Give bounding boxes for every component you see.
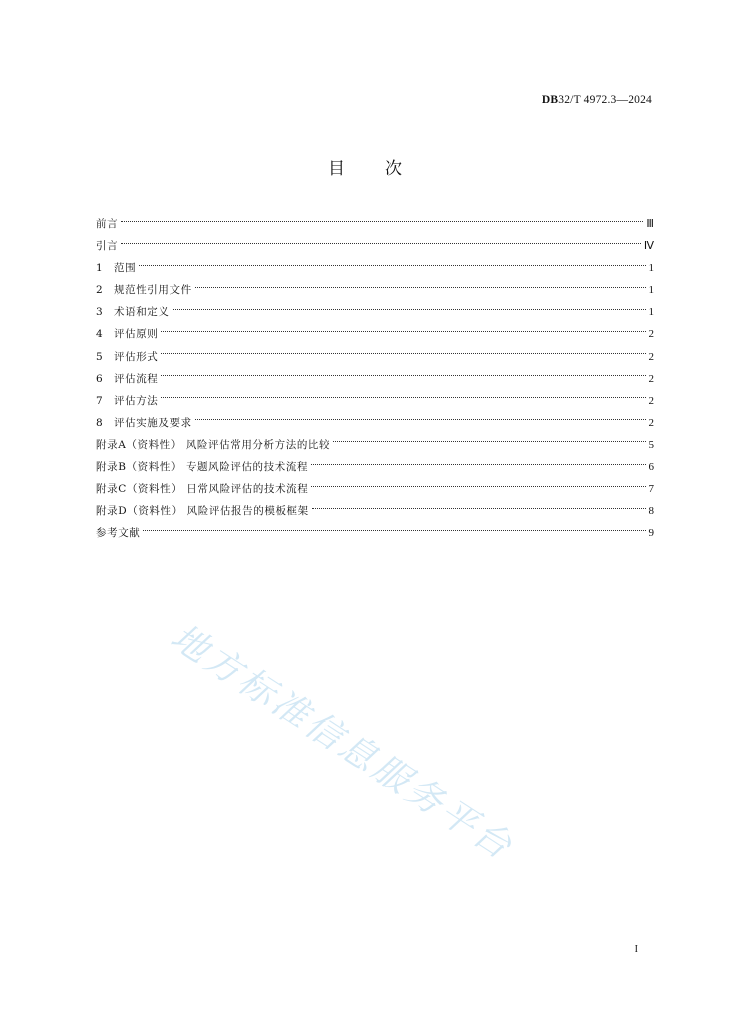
toc-leader-dots [143, 530, 645, 531]
toc-leader-dots [195, 419, 646, 420]
toc-entry-label: 评估方法 [114, 394, 159, 407]
toc-entry-assessment-process[interactable] [96, 368, 654, 390]
toc-entry-page: 2 [648, 372, 654, 385]
toc-leader-dots [173, 309, 646, 310]
toc-entry-assessment-methods[interactable] [96, 390, 654, 412]
toc-entry-number: 2 [96, 284, 103, 297]
toc-leader-dots [161, 353, 645, 354]
toc-entry-page: Ⅳ [643, 240, 654, 253]
toc-entry-label: 附录B（资料性） 专题风险评估的技术流程 [96, 461, 309, 474]
toc-entry-number: 5 [96, 350, 103, 363]
toc-entry-page: 6 [648, 461, 654, 474]
toc-entry-appendix-b[interactable] [96, 456, 654, 478]
toc-entry-bibliography[interactable] [96, 522, 654, 544]
toc-entry-page: 2 [648, 394, 654, 407]
document-code-prefix: DB [541, 94, 559, 106]
toc-leader-dots [312, 508, 646, 509]
table-of-contents [96, 213, 654, 544]
toc-entry-scope[interactable] [96, 257, 654, 279]
toc-entry-assessment-principles[interactable] [96, 323, 654, 345]
toc-leader-dots [311, 486, 645, 487]
toc-leader-dots [195, 287, 646, 288]
toc-leader-dots [121, 221, 643, 222]
toc-entry-terms-definitions[interactable] [96, 301, 654, 323]
toc-entry-label: 参考文献 [96, 527, 141, 540]
toc-leader-dots [121, 243, 641, 244]
toc-entry-number: 1 [96, 262, 103, 275]
toc-entry-page: 1 [648, 306, 654, 319]
toc-entry-number: 6 [96, 372, 103, 385]
toc-leader-dots [161, 331, 645, 332]
toc-entry-label: 附录A（资料性） 风险评估常用分析方法的比较 [96, 438, 331, 451]
toc-entry-label: 引言 [96, 240, 119, 253]
toc-title: 目次 [328, 159, 442, 179]
toc-entry-appendix-c[interactable] [96, 478, 654, 500]
toc-entry-page: 2 [648, 350, 654, 363]
toc-entry-label: 评估实施及要求 [114, 416, 192, 429]
toc-entry-label: 附录C（资料性） 日常风险评估的技术流程 [96, 483, 309, 496]
toc-entry-number: 7 [96, 394, 103, 407]
toc-leader-dots [161, 397, 645, 398]
toc-entry-page: 1 [648, 262, 654, 275]
toc-entry-label: 评估形式 [114, 350, 159, 363]
toc-leader-dots [161, 375, 645, 376]
toc-entry-number: 3 [96, 306, 103, 319]
toc-entry-page: 7 [648, 483, 654, 496]
toc-entry-page: Ⅲ [646, 218, 654, 230]
toc-entry-foreword[interactable] [96, 213, 654, 235]
toc-entry-label: 规范性引用文件 [114, 284, 192, 297]
toc-leader-dots [333, 441, 645, 442]
toc-entry-page: 2 [648, 416, 654, 429]
toc-entry-page: 1 [648, 284, 654, 297]
toc-leader-dots [311, 464, 645, 465]
toc-entry-appendix-a[interactable] [96, 434, 654, 456]
toc-leader-dots [139, 265, 645, 266]
toc-entry-number: 4 [96, 328, 103, 341]
toc-entry-label: 术语和定义 [114, 306, 170, 319]
page-number: I [634, 944, 638, 955]
watermark: 地方标准信息服务平台 [163, 616, 522, 869]
toc-entry-label: 前言 [96, 218, 119, 230]
toc-entry-label: 范围 [114, 262, 137, 275]
document-code [542, 94, 652, 106]
toc-entry-page: 8 [648, 505, 654, 518]
toc-entry-label: 附录D（资料性） 风险评估报告的模板框架 [96, 505, 309, 518]
toc-entry-normative-references[interactable] [96, 279, 654, 301]
toc-entry-implementation-requirements[interactable] [96, 412, 654, 434]
toc-entry-label: 评估流程 [114, 372, 159, 385]
toc-entry-page: 2 [648, 328, 654, 341]
toc-entry-number: 8 [96, 416, 103, 429]
document-code-number: 32/T 4972.3—2024 [558, 94, 652, 106]
toc-entry-page: 9 [648, 527, 654, 540]
toc-entry-assessment-forms[interactable] [96, 346, 654, 368]
toc-entry-page: 5 [648, 438, 654, 451]
toc-entry-label: 评估原则 [114, 328, 159, 341]
toc-entry-appendix-d[interactable] [96, 500, 654, 522]
toc-entry-introduction[interactable] [96, 235, 654, 257]
